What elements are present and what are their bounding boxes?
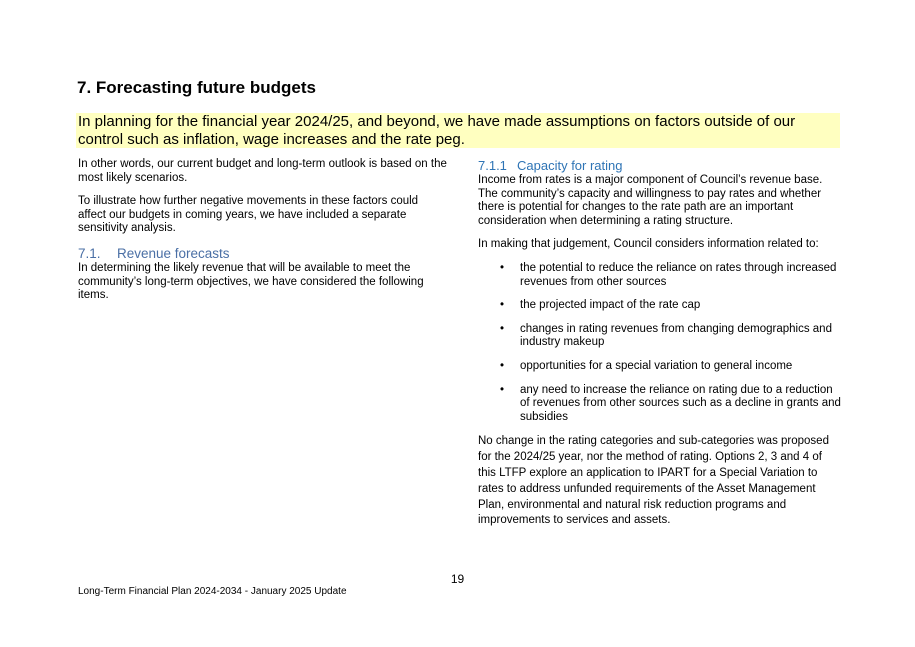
subsection-title: Capacity for rating — [517, 158, 623, 173]
bullet-icon: • — [500, 383, 505, 396]
highlight-text: In planning for the financial year 2024/25, and beyond, we have made assumptions on factors outside of our control such as inflation, wage increases and the rate peg. — [78, 113, 796, 148]
section-number: 7.1. — [78, 245, 101, 261]
left-paragraph-3: In determining the likely revenue that will be available to meet the community’s long-term objectives, we have considered the following items. — [78, 261, 424, 302]
page-number: 19 — [450, 572, 465, 586]
list-item: • the potential to reduce the reliance on rates through increased revenues from other sources — [500, 261, 837, 288]
bullet-icon: • — [500, 359, 505, 372]
bullet-icon: • — [500, 299, 505, 312]
page-title: 7. Forecasting future budgets — [77, 78, 316, 97]
right-paragraph-2: In making that judgement, Council considers information related to: — [478, 238, 819, 251]
bullet-icon: • — [500, 261, 505, 274]
left-column — [78, 158, 448, 303]
subsection-number: 7.1.1 — [478, 158, 507, 173]
section-title: Revenue forecasts — [117, 245, 230, 261]
subsection-heading-capacity-for-rating — [478, 157, 843, 174]
list-item: • changes in rating revenues from changing demographics and industry makeup — [500, 322, 832, 349]
list-item: • any need to increase the reliance on rating due to a reduction of revenues from other sources such as a decline in grants and subsidies — [500, 383, 841, 423]
right-column — [478, 157, 843, 529]
left-paragraph-2: To illustrate how further negative movements in these factors could affect our budgets in coming years, we have included a separate sensitivity analysis. — [78, 195, 419, 235]
section-heading-revenue-forecasts — [78, 245, 448, 262]
left-paragraph-1: In other words, our current budget and long-term outlook is based on the most likely scenarios. — [78, 158, 447, 184]
right-paragraph-3: No change in the rating categories and sub-categories was proposed for the 2024/25 year, nor the method of rating. Options 2, 3 and 4 of this LTFP explore an application to IPART for a Special Variation to rates to address unfunded requirements of the Asset Management Plan, environmental and natural risk reduction programs and improvements to services and assets. — [478, 435, 829, 527]
right-paragraph-1: Income from rates is a major component of Council’s revenue base. The community’s capacity and willingness to pay rates and whether there is potential for changes to the rate path are an important consideration when determining a rating structure. — [478, 174, 823, 227]
bullet-list — [478, 262, 843, 424]
list-item: • the projected impact of the rate cap — [500, 299, 701, 312]
footer-text: Long-Term Financial Plan 2024-2034 - January 2025 Update — [78, 586, 347, 597]
list-item: • opportunities for a special variation to general income — [500, 359, 793, 372]
bullet-icon: • — [500, 322, 505, 335]
